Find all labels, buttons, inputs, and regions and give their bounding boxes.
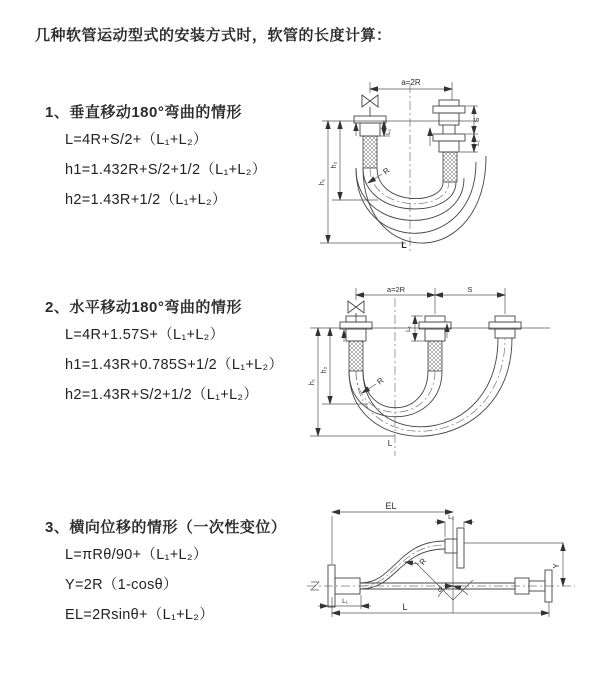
dimension-l1-right <box>460 134 481 152</box>
section-1-formula-h1: h1=1.432R+S/2+1/2（L₁+L₂） <box>65 162 267 178</box>
section-1-formula-L: L=4R+S/2+（L₁+L₂） <box>65 132 208 148</box>
dim-label-l1-left: L₁ <box>342 598 348 605</box>
section-3-formula-EL: EL=2Rsinθ+（L₁+L₂） <box>65 607 215 623</box>
section-lateral-displacement <box>45 516 315 623</box>
section-2-formula-h1: h1=1.43R+0.785S+1/2（L₁+L₂） <box>65 357 284 373</box>
dim-label-l1-left: L₁ <box>385 129 392 135</box>
dim-label-h1: h₁ <box>319 178 326 186</box>
dimension-l1-middle <box>405 316 426 341</box>
dimension-l1-top <box>435 514 474 537</box>
section-1-heading: 1、垂直移动180°弯曲的情形 <box>45 104 242 121</box>
left-hose-fitting <box>354 116 386 168</box>
upper-flange-displaced <box>445 528 563 568</box>
lateral-displacement-diagram <box>295 500 600 650</box>
section-3-formula-Y: Y=2R（1-cosθ） <box>65 577 178 593</box>
dimension-a-2R <box>370 78 452 100</box>
dim-label-l1: L₁ <box>405 326 412 332</box>
valve-icon <box>348 301 364 322</box>
dim-label-s: S <box>474 117 481 123</box>
dim-label-l1-top: L₁ <box>448 514 454 521</box>
dimension-a-2R <box>356 285 505 314</box>
middle-hose-fitting <box>419 316 451 371</box>
section-vertical-bend <box>45 101 315 208</box>
section-horizontal-bend <box>45 296 315 403</box>
radius-callout <box>362 376 386 393</box>
dimension-l1-bottom-left <box>318 595 371 609</box>
dim-label-h2: h₂ <box>331 161 338 169</box>
section-2-formula-L: L=4R+1.57S+（L₁+L₂） <box>65 327 225 343</box>
dim-label-a2r: a=2R <box>386 285 406 294</box>
dim-label-h2: h₂ <box>321 366 328 374</box>
dimension-s-right <box>466 106 481 134</box>
dimension-l-bottom <box>332 597 549 617</box>
dim-label-l1-right: L₁ <box>474 140 481 146</box>
right-hose-fitting-lower <box>433 134 465 182</box>
section-3-formula-L: L=πRθ/90+（L₁+L₂） <box>65 547 208 563</box>
dimension-h1 <box>319 121 406 243</box>
section-1-formula-h2: h2=1.43R+1/2（L₁+L₂） <box>65 192 227 208</box>
dim-label-l-bottom: L <box>387 439 393 448</box>
dim-label-theta: θ <box>438 587 442 594</box>
section-3-heading: 3、横向位移的情形（一次性变位） <box>45 519 287 536</box>
right-hose-fitting-upper <box>433 100 465 134</box>
horizontal-180-bend-diagram <box>300 280 565 460</box>
dim-label-a2r: a=2R <box>401 78 421 87</box>
dim-label-r: R <box>417 556 429 567</box>
dim-label-l: L <box>402 602 408 612</box>
right-hose-fitting <box>489 316 521 338</box>
valve-icon <box>362 95 378 116</box>
dim-label-el: EL <box>385 501 397 511</box>
section-2-formula-h2: h2=1.43R+S/2+1/2（L₁+L₂） <box>65 387 259 403</box>
page-title: 几种软管运动型式的安装方式时，软管的长度计算： <box>35 27 392 44</box>
left-hose-fitting <box>340 316 372 371</box>
s-curve-hose-displaced <box>360 541 445 589</box>
dim-label-h1: h₁ <box>309 378 316 386</box>
dim-label-y: Y <box>552 563 561 569</box>
movement-arrows <box>344 324 447 342</box>
vertical-180-bend-diagram <box>306 70 546 255</box>
dim-label-s: S <box>467 285 473 294</box>
dimension-el <box>332 501 453 613</box>
section-2-heading: 2、水平移动180°弯曲的情形 <box>45 299 242 316</box>
hose-u-curves <box>356 156 486 243</box>
dim-label-r: R <box>375 375 386 387</box>
dim-label-l-bottom: L <box>401 240 407 250</box>
dim-label-r: R <box>381 165 392 177</box>
dimension-y <box>552 543 563 586</box>
